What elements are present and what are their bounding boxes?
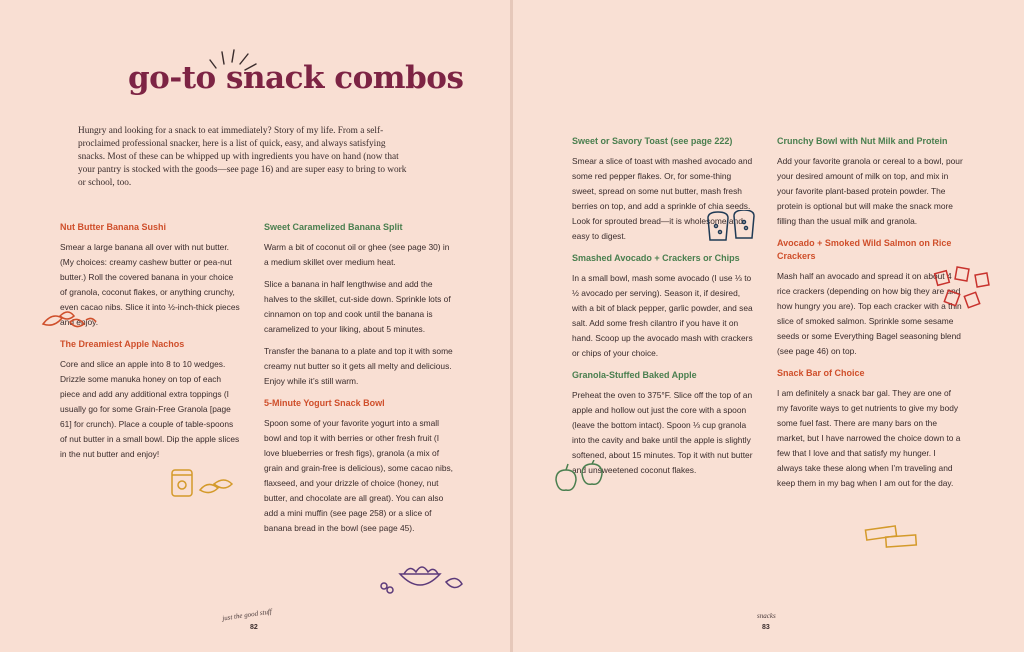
section-text: Core and slice an apple into 8 to 10 wedges. Drizzle some manuka honey on top of each piece and add any additional extra toppings (I usually go for some Grain-Free Granola [page 61] for crunch). Place a couple of table-spoons of nut butter in a small bowl. Dip the apple slices in the nut butter and enjoy!: [60, 359, 240, 459]
running-footer: just the good stuff: [221, 607, 273, 623]
section-heading: Avocado + Smoked Wild Salmon on Rice Crackers: [777, 238, 952, 261]
apples-icon: [554, 460, 608, 494]
section-text: Mash half an avocado and spread it on about 4 rice crackers (depending on how big they are and how hungry you are). Top each cracker with a thin slice of smoked salmon. Sprinkle some sesame seeds or some Everything Bagel seasoning blend (see page 46) on top.: [777, 271, 962, 356]
page-title: go-to snack combos: [128, 60, 464, 96]
section-heading: Granola-Stuffed Baked Apple: [572, 370, 697, 380]
section-heading: 5-Minute Yogurt Snack Bowl: [264, 398, 385, 408]
page-number: 82: [250, 624, 258, 631]
section-text: I am definitely a snack bar gal. They are one of my favorite ways to get nutrients to give my body some fuel fast. There are many bars on the market, but I have narrowed the choice down to a few that I love and that satisfy my hunger. I always take these along when I’m traveling and keep them in my bag when I am out for the day.: [777, 388, 961, 488]
section-heading: Snack Bar of Choice: [777, 368, 865, 378]
section-heading: Nut Butter Banana Sushi: [60, 222, 167, 232]
rice-crackers-icon: [932, 266, 994, 314]
snack-bars-icon: [864, 524, 920, 550]
page-number: 83: [762, 624, 770, 631]
section-text: Slice a banana in half lengthwise and add the halves to the skillet, cut-side down. Sprinkle lots of cinnamon on top and cook until the banana is caramelized to your liking, about 5 minutes.: [264, 279, 451, 334]
right-column-2: [777, 135, 963, 498]
section-heading: The Dreamiest Apple Nachos: [60, 339, 185, 349]
yogurt-bowl-icon: [376, 560, 466, 596]
right-column-1: [572, 135, 754, 485]
left-column-1: [60, 221, 240, 469]
intro-paragraph: Hungry and looking for a snack to eat immediately? Story of my life. From a self-proclaimed professional snacker, here is a list of quick, easy, and always satisfying snacks. Most of these can be whipped up with ingredients you have on hand (now that your pantry is stocked with the goods—see page 16) and are super easy to bring to work or school, too.: [78, 126, 407, 188]
section-text: Warm a bit of coconut oil or ghee (see page 30) in a medium skillet over medium heat.: [264, 242, 450, 267]
section-text: Preheat the oven to 375°F. Slice off the top of an apple and hollow out just the core with a spoon (leave the bottom intact). Spoon ⅓ cup granola into the cavity and bake until the apple is slightly softened, about 15 minutes. Top it with nut butter and unsweetened coconut flakes.: [572, 390, 753, 475]
running-footer: snacks: [757, 612, 776, 620]
section-text: Smear a slice of toast with mashed avocado and some red pepper flakes. Or, for some-thing sweet, spread on some nut butter, mash fresh berries on top, and add a sprinkle of chia seeds. Look for sprouted bread—it is wholesome and easy to digest.: [572, 156, 753, 241]
section-text: Smear a large banana all over with nut butter. (My choices: creamy cashew butter or pea-nut butter.) Roll the covered banana in your choice of granola, coconut flakes, or anything crunchy, even cacao nibs. Slice it into ½-inch-thick pieces and enjoy.: [60, 242, 240, 327]
left-column-2: [264, 221, 454, 543]
section-heading: Smashed Avocado + Crackers or Chips: [572, 253, 740, 263]
section-text: Add your favorite granola or cereal to a bowl, pour your desired amount of milk on top, and mix in your favorite plant-based protein powder. The protein is optional but will make the snack more filling than the usual milk and granola.: [777, 156, 963, 226]
section-text: In a small bowl, mash some avocado (I use ⅓ to ½ avocado per serving). Season it, if desired, with a bit of black pepper, garlic powder, and sea salt. Add some fresh cilantro if you have it on hand. Scoop up the avocado mash with crackers or chips of your choice.: [572, 273, 753, 358]
section-heading: Sweet Caramelized Banana Split: [264, 222, 403, 232]
banana-slices-icon: [40, 306, 98, 334]
toast-icon: [704, 210, 764, 244]
section-text: Spoon some of your favorite yogurt into a small bowl and top it with berries or other fresh fruit (I love blueberries or fresh figs), granola (a mix of grain and grain-free is delicious), some cacao nibs, flaxseed, and your drizzle of choice (honey, nut butter, and chocolate are all great). You can also add a mini muffin (see page 258) or a slice of banana bread in the bowl (see page 45).: [264, 418, 453, 533]
section-heading: Crunchy Bowl with Nut Milk and Protein: [777, 136, 948, 146]
honey-jar-apple-icon: [170, 466, 236, 500]
section-text: Transfer the banana to a plate and top it with some creamy nut butter so it gets all melty and delicious. Enjoy while it’s still warm.: [264, 346, 453, 386]
book-gutter: [510, 0, 513, 652]
section-heading: Sweet or Savory Toast (see page 222): [572, 136, 733, 146]
